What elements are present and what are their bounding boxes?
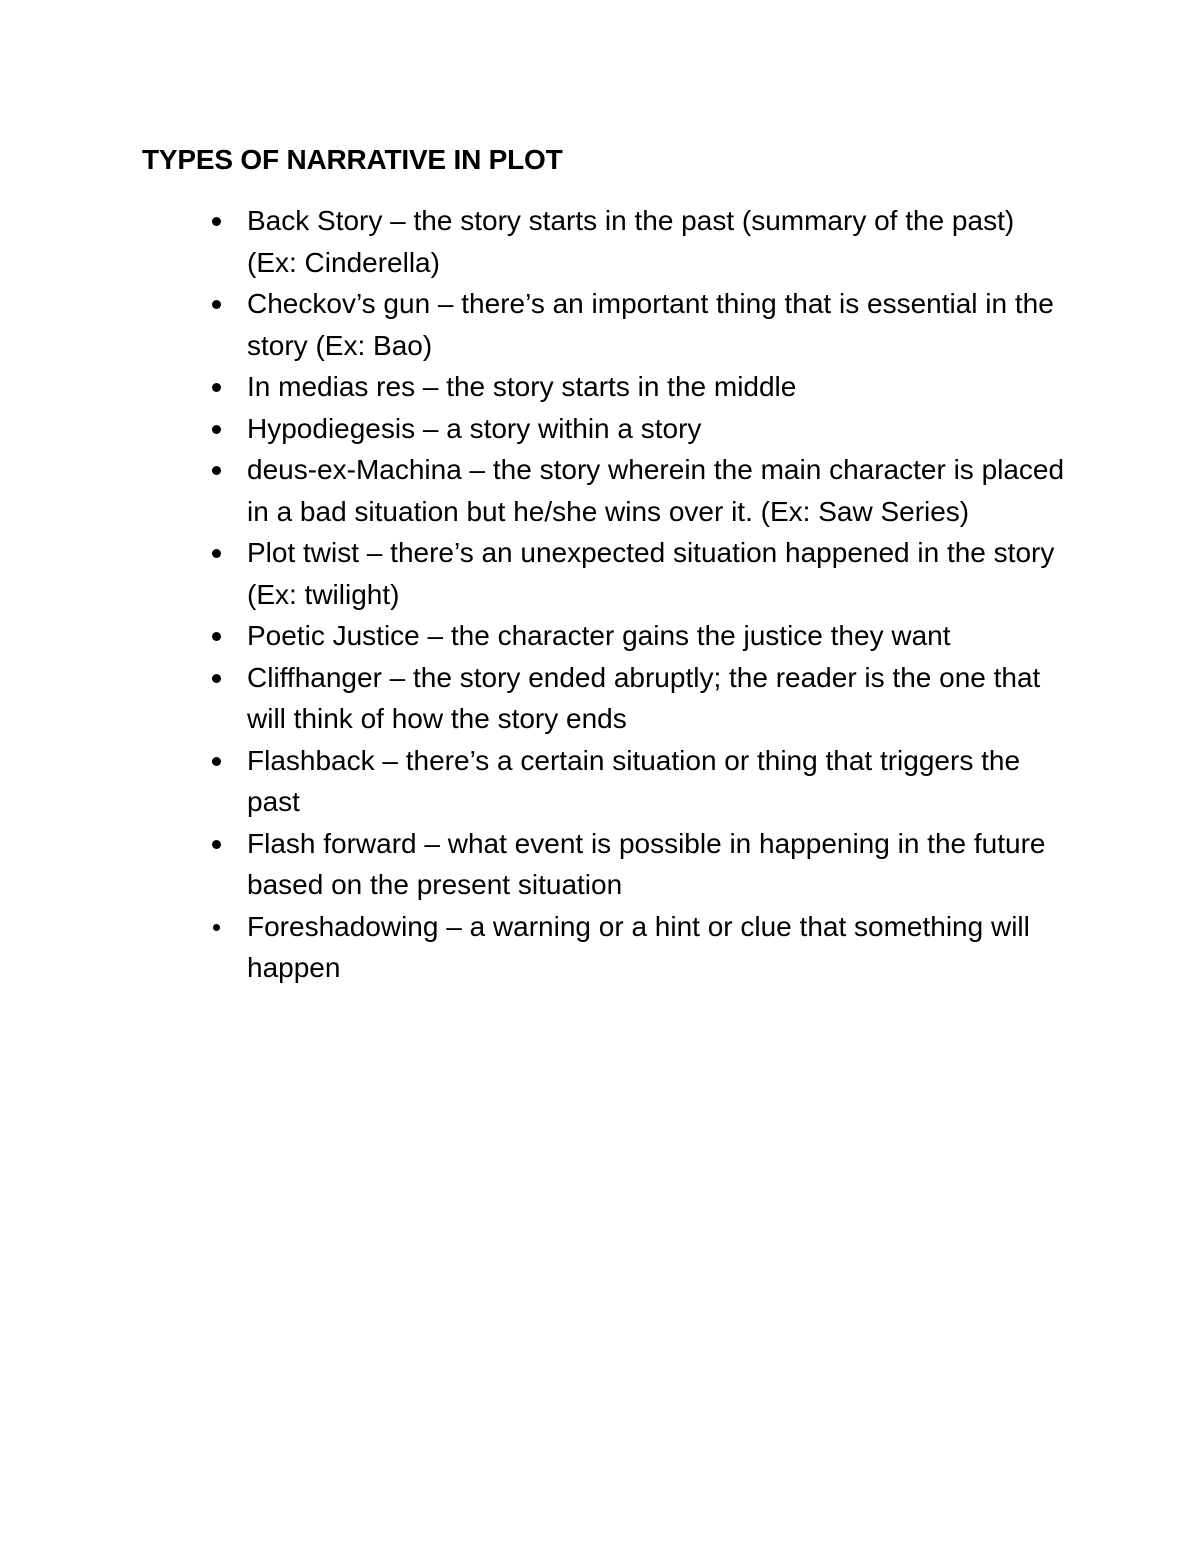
list-item <box>0 532 1067 615</box>
bullet-icon <box>212 383 221 392</box>
bullet-icon <box>212 217 221 226</box>
list-item-text: Flashback – there’s a certain situation or thing that triggers the past <box>247 744 1021 817</box>
bullet-icon <box>213 924 220 931</box>
list-item <box>0 906 1067 989</box>
bullet-icon <box>212 840 221 849</box>
list-item-text: Back Story – the story starts in the past (summary of the past) (Ex: Cinderella) <box>247 205 1015 278</box>
list-item-text: deus-ex-Machina – the story wherein the main character is placed in a bad situation but he/she wins over it. (Ex: Saw Series) <box>247 454 1065 527</box>
list-item <box>0 657 1067 740</box>
list-item <box>0 449 1067 532</box>
list-item <box>0 615 1067 657</box>
list-item-text: Hypodiegesis – a story within a story <box>247 412 702 444</box>
list-item <box>0 740 1067 823</box>
list-item-text: Foreshadowing – a warning or a hint or clue that something will happen <box>247 910 1030 983</box>
bullet-icon <box>212 549 221 558</box>
list-item-text: Cliffhanger – the story ended abruptly; the reader is the one that will think of how the story ends <box>247 661 1041 734</box>
bullet-icon <box>212 674 221 683</box>
list-item <box>0 408 1067 450</box>
list-item-text: Plot twist – there’s an unexpected situation happened in the story (Ex: twilight) <box>247 537 1055 610</box>
list-item <box>0 823 1067 906</box>
list-item <box>0 283 1067 366</box>
list-item-text: Poetic Justice – the character gains the justice they want <box>247 620 951 651</box>
list-item-text: Flash forward – what event is possible in happening in the future based on the present situation <box>247 827 1046 900</box>
list-item <box>0 200 1067 283</box>
list-item-text: In medias res – the story starts in the middle <box>247 371 797 402</box>
list-item <box>0 366 1067 408</box>
bullet-icon <box>212 632 221 641</box>
page-title: TYPES OF NARRATIVE IN PLOT <box>142 144 563 175</box>
bullet-icon <box>212 757 221 766</box>
bullet-icon <box>212 425 221 434</box>
bullet-icon <box>212 300 221 309</box>
bullet-icon <box>212 466 221 475</box>
list-item-text: Checkov’s gun – there’s an important thing that is essential in the story (Ex: Bao) <box>247 288 1054 361</box>
narrative-types-list <box>0 200 1200 989</box>
